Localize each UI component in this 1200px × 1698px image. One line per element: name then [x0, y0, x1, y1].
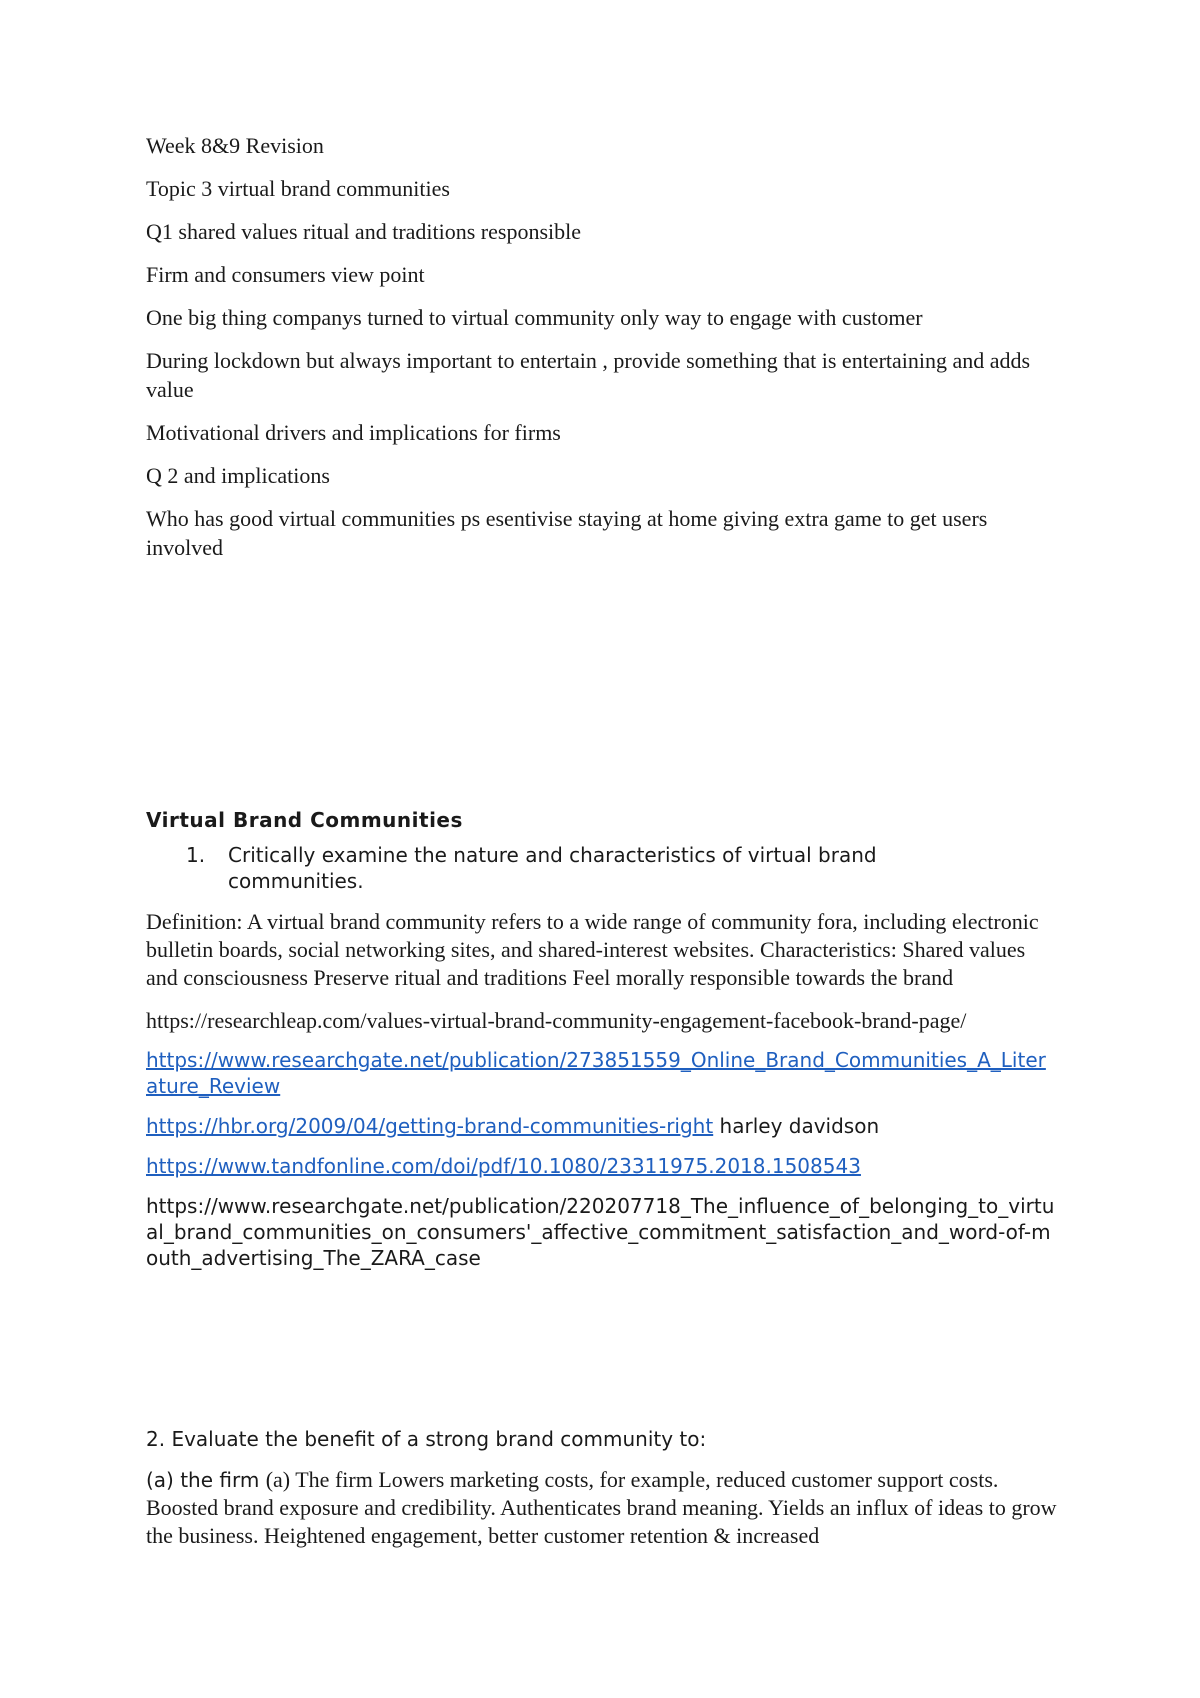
notes-line: Q1 shared values ritual and traditions responsible [146, 219, 582, 244]
hbr-link-note: harley davidson [713, 1114, 880, 1138]
notes-line: Motivational drivers and implications for firms [146, 420, 561, 445]
section-question-2 [146, 1426, 1066, 1568]
question-1 [146, 842, 1066, 894]
question-2a-text: (a) The firm Lowers marketing costs, for example, reduced customer support costs. Boosted brand exposure and credibility. Authenticates brand meaning. Yields an influx of ideas to grow the business. Heightened engagement, better customer retention & increased [146, 1467, 1057, 1548]
section-heading: Virtual Brand Communities [146, 808, 463, 832]
reference-link-hbr-line [146, 1113, 1066, 1139]
question-2a-label: (a) the firm [146, 1468, 266, 1492]
notes-line: Week 8&9 Revision [146, 133, 324, 158]
definition-paragraph: Definition: A virtual brand community refers to a wide range of community fora, including electronic bulletin boards, social networking sites, and shared-interest websites. Characteristics: Shared values and consciousness Preserve ritual and traditions Feel morally responsible towards the brand [146, 909, 1039, 990]
reference-url-researchleap: https://researchleap.com/values-virtual-brand-community-engagement-facebook-brand-page/ [146, 1008, 967, 1033]
notes-line: Topic 3 virtual brand communities [146, 176, 450, 201]
reference-url-zara-case: https://www.researchgate.net/publication/220207718_The_influence_of_belonging_to_virtual_brand_communities_on_consumers'_affective_commitment_satisfaction_and_word-of-mouth_advertising_The_ZARA_case [146, 1194, 1055, 1270]
question-2a-answer [146, 1466, 1061, 1550]
reference-link-researchgate [146, 1047, 1056, 1099]
tandfonline-link[interactable]: https://www.tandfonline.com/doi/pdf/10.1080/23311975.2018.1508543 [146, 1154, 861, 1178]
question-1-number: 1. [186, 843, 206, 867]
notes-line: Firm and consumers view point [146, 262, 425, 287]
notes-line: Who has good virtual communities ps esentivise staying at home giving extra game to get users involved [146, 506, 988, 560]
hbr-link[interactable]: https://hbr.org/2009/04/getting-brand-communities-right [146, 1114, 714, 1138]
researchgate-link[interactable]: https://www.researchgate.net/publication/273851559_Online_Brand_Communities_A_Literature_Review [146, 1048, 1046, 1098]
question-1-text: Critically examine the nature and characteristics of virtual brand communities. [228, 843, 877, 893]
notes-line: Q 2 and implications [146, 463, 330, 488]
section-virtual-brand-communities [146, 808, 1066, 1289]
notes-line: During lockdown but always important to entertain , provide something that is entertaining and adds value [146, 348, 1031, 402]
revision-notes [146, 131, 1046, 580]
question-2: 2. Evaluate the benefit of a strong brand community to: [146, 1427, 707, 1451]
notes-line: One big thing companys turned to virtual community only way to engage with customer [146, 305, 923, 330]
reference-link-tandfonline-line [146, 1153, 1066, 1179]
